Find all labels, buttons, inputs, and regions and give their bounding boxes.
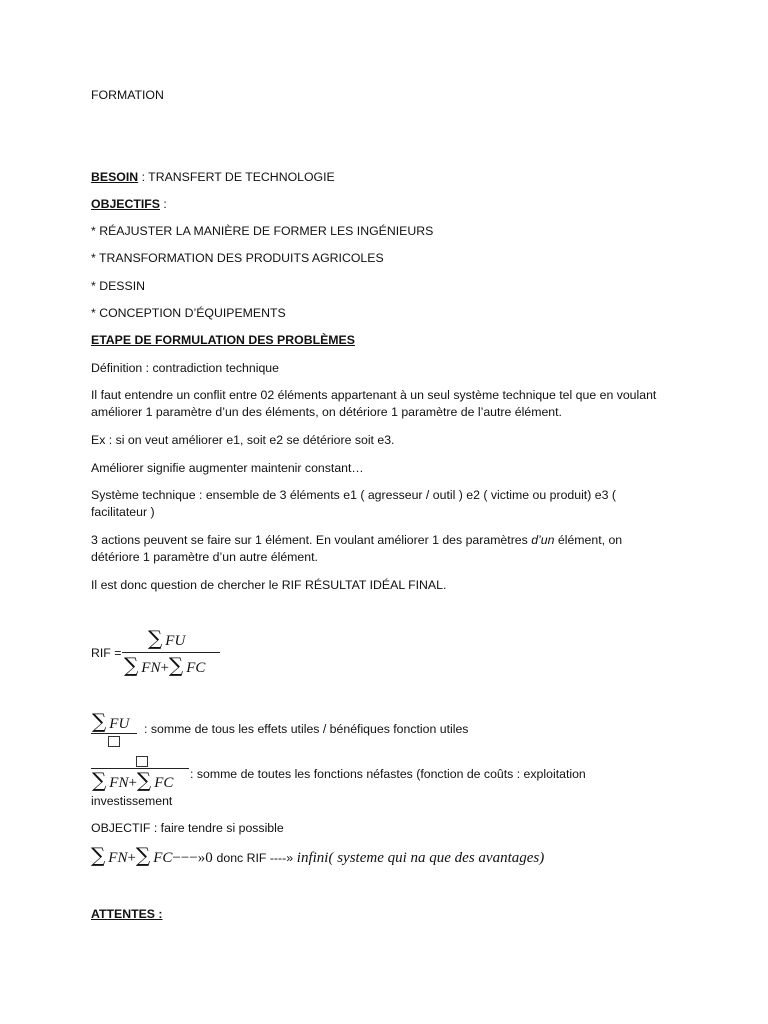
bullet-item: * CONCEPTION D’ÉQUIPEMENTS (91, 306, 286, 320)
arrow-to-zero: −−−»0 (172, 850, 213, 866)
infini-word: infini (293, 850, 329, 866)
rif-denominator (124, 653, 205, 677)
fc-term: FC (154, 775, 174, 791)
bullet-item: * DESSIN (91, 279, 145, 293)
actions-paragraph (91, 532, 671, 566)
fn-term: FN (109, 775, 129, 791)
actions-text-a: 3 actions peuvent se faire sur 1 élément. En voulant améliorer 1 des paramètres (91, 533, 532, 547)
conflit-paragraph: Il faut entendre un conflit entre 02 éléments appartenant à un seul système technique tel que en voulant améliorer 1 paramètre d’un des éléments, on détériore 1 paramètre de l’autre élément. (91, 388, 657, 419)
exemple-line: Ex : si on veut améliorer e1, soit e2 se détériore soit e3. (91, 433, 395, 447)
rif-question-line: Il est donc question de chercher le RIF RÉSULTAT IDÉAL FINAL. (91, 578, 447, 592)
infini-paren: ( systeme qui na que des avantages) (328, 850, 545, 866)
fu-description: : somme de tous les effets utiles / bénéfiques fonction utiles (144, 722, 469, 736)
rif-label: RIF = (91, 646, 122, 660)
ameliorer-line: Améliorer signifie augmenter maintenir constant… (91, 461, 364, 475)
besoin-label: BESOIN (91, 170, 139, 184)
sigma-symbol: ∑ (92, 768, 107, 792)
definition-line: Définition : contradiction technique (91, 361, 279, 375)
sigma-symbol: ∑ (92, 709, 107, 733)
rif-numerator (148, 626, 185, 650)
etape-heading: ETAPE DE FORMULATION DES PROBLÈMES (91, 333, 355, 347)
fnfc-denominator (92, 768, 173, 792)
fnfc-description: : somme de toutes les fonctions néfastes (fonction de coûts : exploitation (190, 767, 586, 781)
sigma-symbol: ∑ (124, 653, 139, 677)
objectifs-line (91, 196, 167, 212)
donc-rif-text: donc RIF ----» (216, 851, 294, 865)
fraction-bar (91, 733, 137, 734)
bullet-item: * TRANSFORMATION DES PRODUITS AGRICOLES (91, 251, 384, 265)
systeme-paragraph: Système technique : ensemble de 3 éléments e1 ( agresseur / outil ) e2 ( victime ou produit) e3 ( facilitateur ) (91, 488, 616, 519)
fn-term: FN (141, 660, 161, 676)
sigma-symbol: ∑ (168, 653, 184, 677)
placeholder-box-icon (108, 736, 120, 747)
bullet-item: * RÉAJUSTER LA MANIÈRE DE FORMER LES INGÉNIEURS (91, 224, 434, 238)
plus-sign: + (128, 775, 137, 791)
fc-term: FC (153, 850, 173, 866)
plus-sign: + (160, 660, 169, 676)
fu-term: FU (109, 716, 130, 732)
doc-title: FORMATION (91, 88, 164, 102)
sigma-symbol: ∑ (135, 843, 151, 867)
fnfc-fraction (91, 756, 191, 794)
attentes-heading: ATTENTES : (91, 907, 163, 921)
objectif-line: OBJECTIF : faire tendre si possible (91, 821, 284, 835)
investissement-line: investissement (91, 794, 173, 808)
infini-expression (293, 850, 544, 866)
plus-sign: + (127, 850, 136, 866)
limit-line (91, 843, 544, 869)
fc-term: FC (186, 660, 206, 676)
limit-expression (91, 843, 217, 867)
objectifs-colon: : (160, 197, 167, 211)
fu-term: FU (165, 633, 186, 649)
fn-term: FN (108, 850, 128, 866)
besoin-line (91, 169, 335, 185)
placeholder-box-icon (136, 756, 148, 767)
rif-fraction (122, 626, 222, 676)
besoin-text: : TRANSFERT DE TECHNOLOGIE (138, 170, 335, 184)
fu-fraction (91, 709, 141, 749)
sigma-symbol: ∑ (148, 626, 163, 650)
objectifs-label: OBJECTIFS (91, 197, 161, 211)
sigma-symbol: ∑ (91, 843, 106, 867)
actions-text-b: élément, on détériore 1 paramètre d’un autre élément. (91, 533, 623, 564)
actions-text-italic: d’un (531, 533, 555, 547)
fu-numerator (92, 709, 129, 733)
sigma-symbol: ∑ (136, 768, 152, 792)
